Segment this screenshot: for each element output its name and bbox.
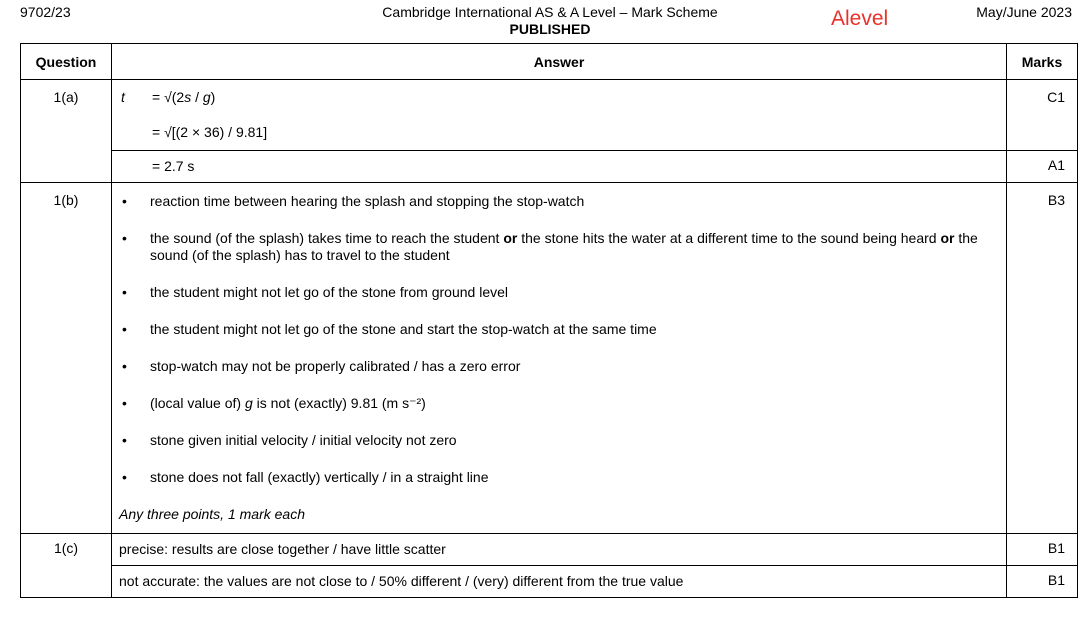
answer-cell-1c-precise (112, 534, 1007, 566)
answer-text: not accurate: the values are not close to / 50% different / (very) different from the true value (119, 573, 684, 589)
marks-cell: C1 (1007, 80, 1078, 151)
point-text: stone does not fall (exactly) vertically / in a straight line (150, 469, 489, 485)
variable-symbol: t (121, 89, 125, 105)
question-number-1b: 1(b) (21, 183, 112, 534)
document-title: Cambridge International AS & A Level – Mark Scheme (382, 4, 718, 20)
list-item: • (local value of) g is not (exactly) 9.81 (m s⁻²) (122, 395, 426, 411)
question-number-1c: 1(c) (21, 534, 112, 598)
question-number-1a: 1(a) (21, 80, 112, 183)
answer-line (119, 80, 1006, 115)
equation-text: = √[(2 × 36) / 9.81] (152, 124, 268, 140)
answer-line (119, 534, 1006, 565)
list-item: • stone does not fall (exactly) vertically / in a straight line (122, 469, 489, 485)
answer-cell-1b (112, 183, 1007, 534)
table-row (21, 534, 1078, 566)
answer-line (119, 566, 1006, 597)
list-item: • reaction time between hearing the splash and stopping the stop-watch (122, 193, 585, 209)
list-item: • the student might not let go of the stone from ground level (122, 284, 508, 300)
marking-note: Any three points, 1 mark each (119, 506, 305, 522)
answer-text: precise: results are close together / have little scatter (119, 541, 446, 557)
point-text: the student might not let go of the stone and start the stop-watch at the same time (150, 321, 657, 337)
point-text: stone given initial velocity / initial velocity not zero (150, 432, 457, 448)
answer-cell-1c-accurate (112, 566, 1007, 598)
document-title-block (350, 4, 750, 38)
equation-text: = √(2s / g) (152, 89, 216, 105)
marks-cell: B1 (1007, 534, 1078, 566)
column-header-answer: Answer (112, 44, 1007, 80)
table-row (21, 183, 1078, 534)
list-item: • stone given initial velocity / initial velocity not zero (122, 432, 457, 448)
marks-cell: A1 (1007, 151, 1078, 183)
answer-line (119, 115, 1006, 150)
published-label: PUBLISHED (509, 21, 591, 37)
table-header-row (21, 44, 1078, 80)
point-text: reaction time between hearing the splash and stopping the stop-watch (150, 193, 585, 209)
watermark-logo: Alevel (831, 7, 889, 30)
exam-session: May/June 2023 (976, 4, 1072, 20)
list-item: • stop-watch may not be properly calibrated / has a zero error (122, 358, 521, 374)
answer-line (119, 151, 1006, 182)
point-text: (local value of) g is not (exactly) 9.81 (m s⁻²) (150, 395, 426, 411)
table-row (21, 151, 1078, 183)
point-text: the student might not let go of the stone from ground level (150, 284, 508, 300)
equation-text: = 2.7 s (152, 158, 195, 174)
answer-cell-1a-working (112, 80, 1007, 151)
list-item: • the student might not let go of the stone and start the stop-watch at the same time (122, 321, 657, 337)
point-text: the sound (of the splash) takes time to reach the student or the stone hits the water at a different time to the sound being heard or the sound (of the splash) has to travel to the student (150, 230, 978, 263)
answer-cell-1a-result (112, 151, 1007, 183)
marks-cell: B3 (1007, 183, 1078, 534)
point-text: stop-watch may not be properly calibrated / has a zero error (150, 358, 521, 374)
mark-scheme-table (20, 43, 1078, 598)
column-header-marks: Marks (1007, 44, 1078, 80)
marks-cell: B1 (1007, 566, 1078, 598)
list-item: • the sound (of the splash) takes time to reach the student or the stone hits the water at a different time to the sound being heard or the sound (of the splash) has to travel to the student (122, 230, 978, 263)
table-row (21, 80, 1078, 151)
table-row (21, 566, 1078, 598)
column-header-question: Question (21, 44, 112, 80)
paper-code: 9702/23 (20, 4, 71, 20)
